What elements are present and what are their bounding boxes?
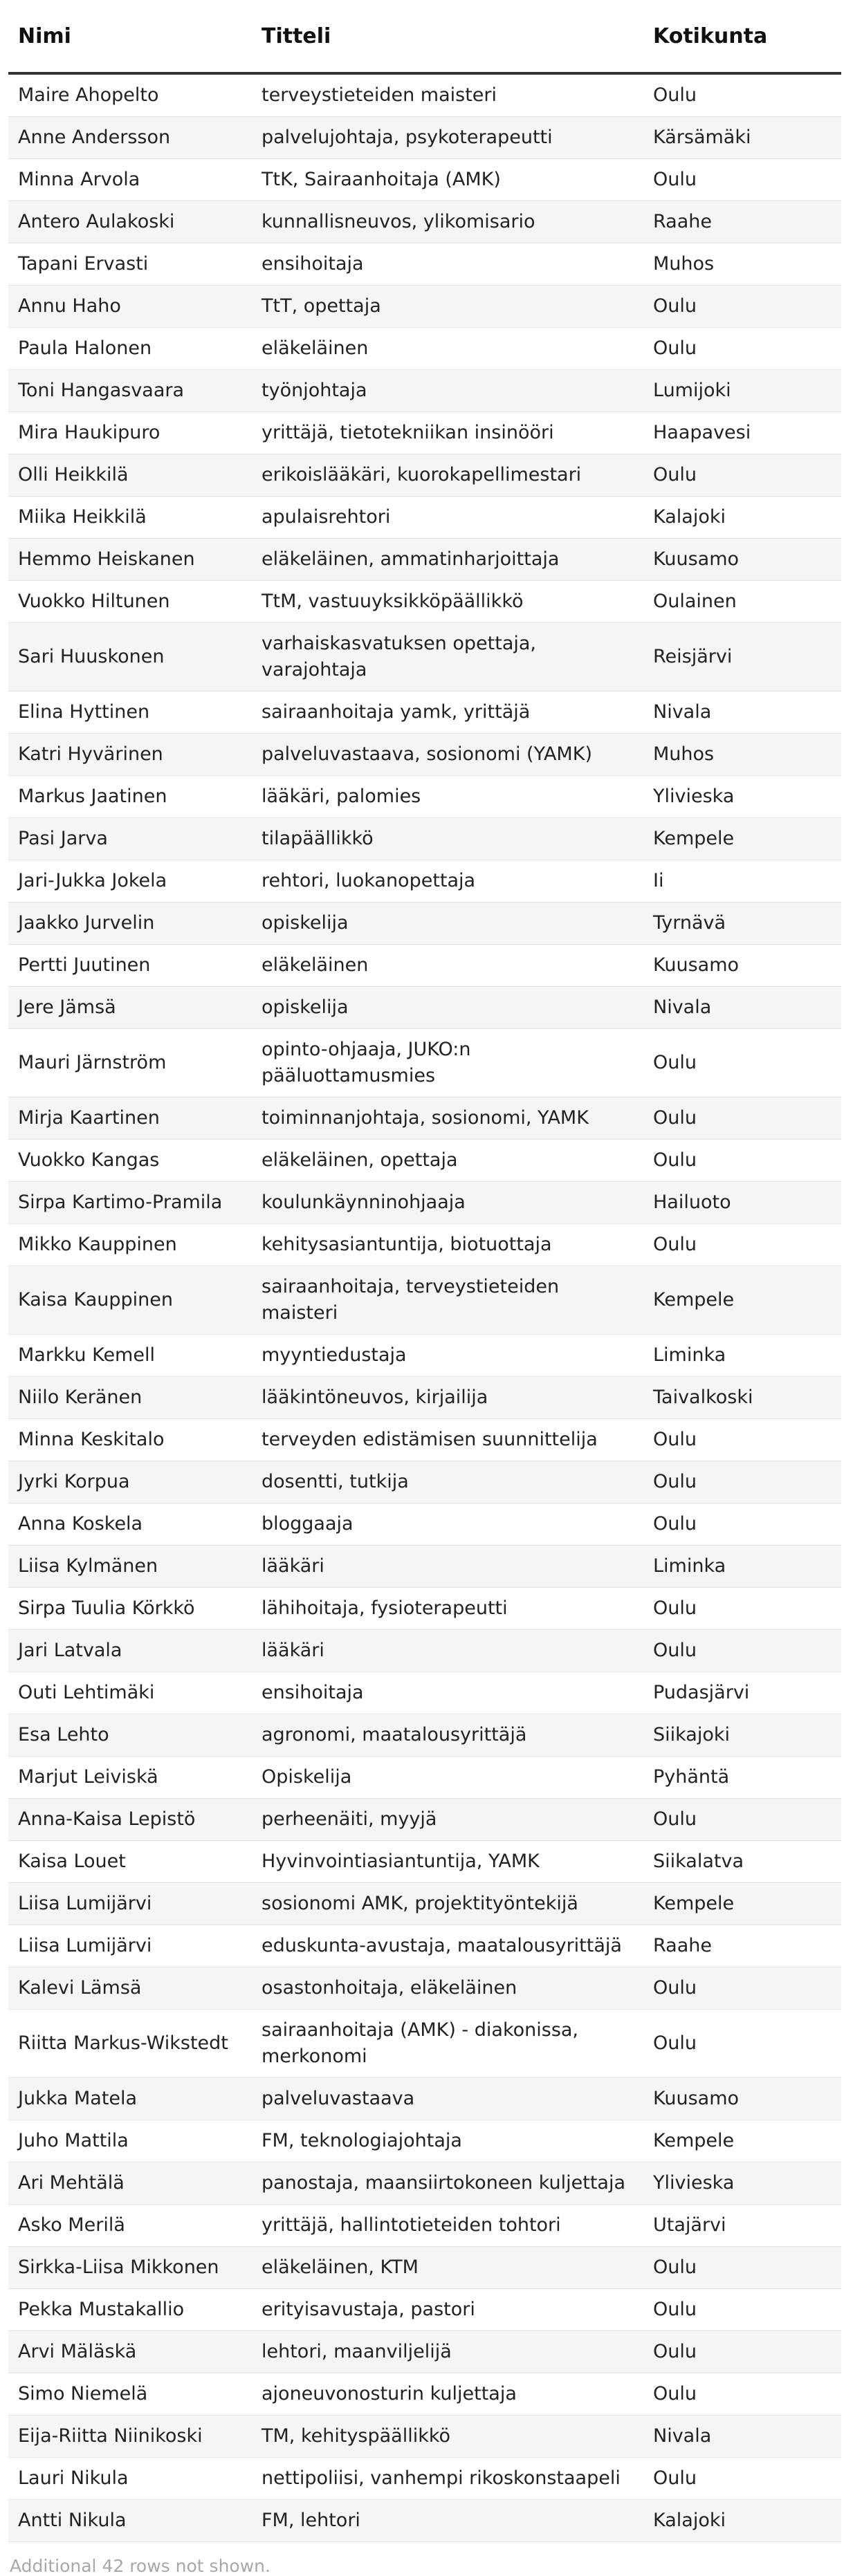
cell-municipality: Kärsämäki bbox=[643, 117, 841, 159]
cell-municipality: Kalajoki bbox=[643, 2500, 841, 2542]
cell-municipality: Ylivieska bbox=[643, 2162, 841, 2205]
cell-name: Jere Jämsä bbox=[8, 987, 252, 1029]
cell-title: eläkeläinen, opettaja bbox=[252, 1140, 643, 1182]
cell-title: opiskelija bbox=[252, 987, 643, 1029]
cell-municipality: Oulu bbox=[643, 1630, 841, 1672]
table-row bbox=[8, 945, 841, 987]
table-row bbox=[8, 454, 841, 497]
cell-name: Tapani Ervasti bbox=[8, 243, 252, 286]
cell-name: Liisa Lumijärvi bbox=[8, 1883, 252, 1925]
table-row bbox=[8, 1883, 841, 1925]
cell-name: Sari Huuskonen bbox=[8, 623, 252, 692]
table-row bbox=[8, 2162, 841, 2205]
cell-name: Jukka Matela bbox=[8, 2078, 252, 2120]
cell-name: Jari Latvala bbox=[8, 1630, 252, 1672]
cell-name: Mirja Kaartinen bbox=[8, 1097, 252, 1140]
table-row bbox=[8, 2010, 841, 2078]
cell-title: TtK, Sairaanhoitaja (AMK) bbox=[252, 159, 643, 201]
cell-municipality: Lumijoki bbox=[643, 370, 841, 412]
cell-name: Markus Jaatinen bbox=[8, 776, 252, 818]
cell-name: Vuokko Kangas bbox=[8, 1140, 252, 1182]
cell-name: Esa Lehto bbox=[8, 1714, 252, 1757]
cell-title: Opiskelija bbox=[252, 1757, 643, 1799]
cell-title: varhaiskasvatuksen opettaja, varajohtaja bbox=[252, 623, 643, 692]
cell-municipality: Kuusamo bbox=[643, 539, 841, 581]
cell-title: TtM, vastuuyksikköpäällikkö bbox=[252, 581, 643, 623]
table-row bbox=[8, 2247, 841, 2289]
cell-name: Simo Niemelä bbox=[8, 2373, 252, 2416]
cell-title: agronomi, maatalousyrittäjä bbox=[252, 1714, 643, 1757]
table-row bbox=[8, 1967, 841, 2010]
table-row bbox=[8, 1266, 841, 1335]
cell-title: lääkäri, palomies bbox=[252, 776, 643, 818]
cell-municipality: Nivala bbox=[643, 2416, 841, 2458]
table-row bbox=[8, 73, 841, 117]
cell-title: eläkeläinen bbox=[252, 945, 643, 987]
cell-title: kunnallisneuvos, ylikomisario bbox=[252, 201, 643, 243]
cell-municipality: Oulu bbox=[643, 1461, 841, 1503]
cell-name: Olli Heikkilä bbox=[8, 454, 252, 497]
table-row bbox=[8, 1546, 841, 1588]
table-row bbox=[8, 328, 841, 370]
cell-name: Paula Halonen bbox=[8, 328, 252, 370]
cell-title: Hyvinvointiasiantuntija, YAMK bbox=[252, 1841, 643, 1883]
cell-name: Miika Heikkilä bbox=[8, 497, 252, 539]
cell-name: Vuokko Hiltunen bbox=[8, 581, 252, 623]
table-row bbox=[8, 1461, 841, 1503]
table-row bbox=[8, 987, 841, 1029]
cell-municipality: Kalajoki bbox=[643, 497, 841, 539]
cell-municipality: Oulu bbox=[643, 1967, 841, 2010]
cell-municipality: Reisjärvi bbox=[643, 623, 841, 692]
cell-municipality: Kempele bbox=[643, 818, 841, 860]
cell-municipality: Oulainen bbox=[643, 581, 841, 623]
table-row bbox=[8, 1335, 841, 1377]
cell-municipality: Pyhäntä bbox=[643, 1757, 841, 1799]
cell-title: bloggaaja bbox=[252, 1503, 643, 1546]
cell-title: erikoislääkäri, kuorokapellimestari bbox=[252, 454, 643, 497]
table-row bbox=[8, 370, 841, 412]
cell-title: FM, teknologiajohtaja bbox=[252, 2120, 643, 2162]
table-row bbox=[8, 243, 841, 286]
cell-municipality: Oulu bbox=[643, 1140, 841, 1182]
cell-municipality: Oulu bbox=[643, 2373, 841, 2416]
table-row bbox=[8, 1925, 841, 1967]
table-row bbox=[8, 1419, 841, 1461]
table-row bbox=[8, 776, 841, 818]
cell-title: osastonhoitaja, eläkeläinen bbox=[252, 1967, 643, 2010]
table-row bbox=[8, 692, 841, 734]
cell-municipality: Oulu bbox=[643, 1503, 841, 1546]
cell-name: Jyrki Korpua bbox=[8, 1461, 252, 1503]
cell-title: yrittäjä, tietotekniikan insinööri bbox=[252, 412, 643, 454]
table-row bbox=[8, 2078, 841, 2120]
cell-municipality: Kempele bbox=[643, 2120, 841, 2162]
cell-municipality: Kempele bbox=[643, 1266, 841, 1335]
cell-municipality: Oulu bbox=[643, 1029, 841, 1097]
cell-title: lääkäri bbox=[252, 1546, 643, 1588]
cell-municipality: Raahe bbox=[643, 1925, 841, 1967]
cell-name: Sirpa Tuulia Körkkö bbox=[8, 1588, 252, 1630]
cell-title: palveluvastaava bbox=[252, 2078, 643, 2120]
table-row bbox=[8, 860, 841, 902]
cell-municipality: Kuusamo bbox=[643, 945, 841, 987]
cell-municipality: Siikajoki bbox=[643, 1714, 841, 1757]
cell-municipality: Ii bbox=[643, 860, 841, 902]
table-row bbox=[8, 734, 841, 776]
cell-title: rehtori, luokanopettaja bbox=[252, 860, 643, 902]
table-row bbox=[8, 1630, 841, 1672]
table-row bbox=[8, 412, 841, 454]
cell-municipality: Oulu bbox=[643, 2289, 841, 2331]
cell-municipality: Liminka bbox=[643, 1546, 841, 1588]
cell-name: Mikko Kauppinen bbox=[8, 1224, 252, 1266]
cell-name: Niilo Keränen bbox=[8, 1377, 252, 1419]
cell-municipality: Ylivieska bbox=[643, 776, 841, 818]
header-title[interactable]: Titteli bbox=[252, 0, 643, 73]
table-row bbox=[8, 2205, 841, 2247]
cell-name: Sirkka-Liisa Mikkonen bbox=[8, 2247, 252, 2289]
table-row bbox=[8, 1224, 841, 1266]
table-row bbox=[8, 623, 841, 692]
cell-name: Jari-Jukka Jokela bbox=[8, 860, 252, 902]
cell-municipality: Muhos bbox=[643, 243, 841, 286]
table-row bbox=[8, 1182, 841, 1224]
cell-name: Minna Keskitalo bbox=[8, 1419, 252, 1461]
cell-municipality: Oulu bbox=[643, 1419, 841, 1461]
table-row bbox=[8, 2500, 841, 2542]
cell-municipality: Kempele bbox=[643, 1883, 841, 1925]
table-row bbox=[8, 117, 841, 159]
cell-title: sairaanhoitaja, terveystieteiden maisteri bbox=[252, 1266, 643, 1335]
cell-title: myyntiedustaja bbox=[252, 1335, 643, 1377]
cell-municipality: Hailuoto bbox=[643, 1182, 841, 1224]
cell-municipality: Siikalatva bbox=[643, 1841, 841, 1883]
cell-name: Anna-Kaisa Lepistö bbox=[8, 1799, 252, 1841]
cell-title: opiskelija bbox=[252, 902, 643, 945]
table-row bbox=[8, 1377, 841, 1419]
table-row bbox=[8, 497, 841, 539]
cell-title: yrittäjä, hallintotieteiden tohtori bbox=[252, 2205, 643, 2247]
cell-name: Antero Aulakoski bbox=[8, 201, 252, 243]
table-row bbox=[8, 1799, 841, 1841]
table-row bbox=[8, 159, 841, 201]
table-row bbox=[8, 1672, 841, 1714]
cell-name: Kalevi Lämsä bbox=[8, 1967, 252, 2010]
cell-title: lähihoitaja, fysioterapeutti bbox=[252, 1588, 643, 1630]
cell-municipality: Pudasjärvi bbox=[643, 1672, 841, 1714]
cell-name: Asko Merilä bbox=[8, 2205, 252, 2247]
cell-title: sairaanhoitaja yamk, yrittäjä bbox=[252, 692, 643, 734]
cell-title: apulaisrehtori bbox=[252, 497, 643, 539]
cell-municipality: Liminka bbox=[643, 1335, 841, 1377]
cell-municipality: Muhos bbox=[643, 734, 841, 776]
cell-municipality: Nivala bbox=[643, 987, 841, 1029]
cell-municipality: Taivalkoski bbox=[643, 1377, 841, 1419]
table-row bbox=[8, 2458, 841, 2500]
rows-not-shown-note: Additional 42 rows not shown. bbox=[10, 2556, 270, 2576]
table-row bbox=[8, 1029, 841, 1097]
cell-name: Riitta Markus-Wikstedt bbox=[8, 2010, 252, 2078]
cell-municipality: Kuusamo bbox=[643, 2078, 841, 2120]
cell-title: tilapäällikkö bbox=[252, 818, 643, 860]
table-row bbox=[8, 539, 841, 581]
cell-municipality: Oulu bbox=[643, 159, 841, 201]
cell-title: toiminnanjohtaja, sosionomi, YAMK bbox=[252, 1097, 643, 1140]
cell-title: palvelujohtaja, psykoterapeutti bbox=[252, 117, 643, 159]
table-row bbox=[8, 1588, 841, 1630]
cell-title: eläkeläinen, KTM bbox=[252, 2247, 643, 2289]
cell-name: Outi Lehtimäki bbox=[8, 1672, 252, 1714]
cell-name: Maire Ahopelto bbox=[8, 73, 252, 117]
cell-municipality: Oulu bbox=[643, 454, 841, 497]
table-row bbox=[8, 2331, 841, 2373]
cell-title: ensihoitaja bbox=[252, 1672, 643, 1714]
cell-municipality: Nivala bbox=[643, 692, 841, 734]
cell-name: Toni Hangasvaara bbox=[8, 370, 252, 412]
cell-title: perheenäiti, myyjä bbox=[252, 1799, 643, 1841]
table-row bbox=[8, 1097, 841, 1140]
cell-name: Pekka Mustakallio bbox=[8, 2289, 252, 2331]
cell-name: Liisa Kylmänen bbox=[8, 1546, 252, 1588]
cell-title: lehtori, maanviljelijä bbox=[252, 2331, 643, 2373]
cell-title: eläkeläinen bbox=[252, 328, 643, 370]
cell-title: FM, lehtori bbox=[252, 2500, 643, 2542]
table-row bbox=[8, 1841, 841, 1883]
cell-title: palveluvastaava, sosionomi (YAMK) bbox=[252, 734, 643, 776]
table-row bbox=[8, 902, 841, 945]
cell-name: Hemmo Heiskanen bbox=[8, 539, 252, 581]
table-row bbox=[8, 2373, 841, 2416]
cell-municipality: Oulu bbox=[643, 2247, 841, 2289]
cell-title: nettipoliisi, vanhempi rikoskonstaapeli bbox=[252, 2458, 643, 2500]
table-row bbox=[8, 818, 841, 860]
cell-title: lääkintöneuvos, kirjailija bbox=[252, 1377, 643, 1419]
table-header bbox=[8, 0, 841, 73]
cell-municipality: Utajärvi bbox=[643, 2205, 841, 2247]
cell-name: Annu Haho bbox=[8, 286, 252, 328]
table-row bbox=[8, 2416, 841, 2458]
table-row bbox=[8, 201, 841, 243]
table-row bbox=[8, 286, 841, 328]
cell-title: TM, kehityspäällikkö bbox=[252, 2416, 643, 2458]
cell-municipality: Oulu bbox=[643, 1097, 841, 1140]
cell-title: opinto-ohjaaja, JUKO:n pääluottamusmies bbox=[252, 1029, 643, 1097]
cell-municipality: Haapavesi bbox=[643, 412, 841, 454]
cell-municipality: Oulu bbox=[643, 2331, 841, 2373]
table-row bbox=[8, 581, 841, 623]
cell-municipality: Oulu bbox=[643, 2458, 841, 2500]
table-body bbox=[8, 73, 841, 2542]
cell-municipality: Raahe bbox=[643, 201, 841, 243]
cell-name: Eija-Riitta Niinikoski bbox=[8, 2416, 252, 2458]
cell-name: Liisa Lumijärvi bbox=[8, 1925, 252, 1967]
cell-name: Katri Hyvärinen bbox=[8, 734, 252, 776]
cell-title: TtT, opettaja bbox=[252, 286, 643, 328]
cell-title: työnjohtaja bbox=[252, 370, 643, 412]
cell-title: dosentti, tutkija bbox=[252, 1461, 643, 1503]
header-municipality[interactable]: Kotikunta bbox=[643, 0, 841, 73]
cell-name: Jaakko Jurvelin bbox=[8, 902, 252, 945]
cell-title: panostaja, maansiirtokoneen kuljettaja bbox=[252, 2162, 643, 2205]
cell-title: sairaanhoitaja (AMK) - diakonissa, merkonomi bbox=[252, 2010, 643, 2078]
cell-title: erityisavustaja, pastori bbox=[252, 2289, 643, 2331]
cell-municipality: Oulu bbox=[643, 2010, 841, 2078]
cell-title: ensihoitaja bbox=[252, 243, 643, 286]
header-name[interactable]: Nimi bbox=[8, 0, 252, 73]
cell-name: Pertti Juutinen bbox=[8, 945, 252, 987]
table-row bbox=[8, 1140, 841, 1182]
cell-name: Lauri Nikula bbox=[8, 2458, 252, 2500]
cell-title: kehitysasiantuntija, biotuottaja bbox=[252, 1224, 643, 1266]
cell-name: Juho Mattila bbox=[8, 2120, 252, 2162]
header-row bbox=[8, 0, 841, 73]
cell-name: Sirpa Kartimo-Pramila bbox=[8, 1182, 252, 1224]
table-row bbox=[8, 1503, 841, 1546]
cell-name: Mauri Järnström bbox=[8, 1029, 252, 1097]
cell-title: koulunkäynninohjaaja bbox=[252, 1182, 643, 1224]
cell-name: Kaisa Kauppinen bbox=[8, 1266, 252, 1335]
cell-name: Kaisa Louet bbox=[8, 1841, 252, 1883]
cell-name: Ari Mehtälä bbox=[8, 2162, 252, 2205]
cell-title: ajoneuvonosturin kuljettaja bbox=[252, 2373, 643, 2416]
cell-name: Pasi Jarva bbox=[8, 818, 252, 860]
cell-name: Markku Kemell bbox=[8, 1335, 252, 1377]
cell-title: lääkäri bbox=[252, 1630, 643, 1672]
cell-title: eduskunta-avustaja, maatalousyrittäjä bbox=[252, 1925, 643, 1967]
cell-municipality: Oulu bbox=[643, 73, 841, 117]
cell-name: Elina Hyttinen bbox=[8, 692, 252, 734]
table-row bbox=[8, 2120, 841, 2162]
candidate-table bbox=[8, 0, 841, 2542]
cell-municipality: Tyrnävä bbox=[643, 902, 841, 945]
cell-name: Anna Koskela bbox=[8, 1503, 252, 1546]
cell-title: eläkeläinen, ammatinharjoittaja bbox=[252, 539, 643, 581]
cell-name: Mira Haukipuro bbox=[8, 412, 252, 454]
cell-municipality: Oulu bbox=[643, 1224, 841, 1266]
cell-municipality: Oulu bbox=[643, 1588, 841, 1630]
cell-title: terveystieteiden maisteri bbox=[252, 73, 643, 117]
table-row bbox=[8, 1757, 841, 1799]
cell-municipality: Oulu bbox=[643, 328, 841, 370]
cell-name: Antti Nikula bbox=[8, 2500, 252, 2542]
cell-title: sosionomi AMK, projektityöntekijä bbox=[252, 1883, 643, 1925]
cell-municipality: Oulu bbox=[643, 1799, 841, 1841]
cell-title: terveyden edistämisen suunnittelija bbox=[252, 1419, 643, 1461]
cell-name: Anne Andersson bbox=[8, 117, 252, 159]
table-row bbox=[8, 2289, 841, 2331]
table-row bbox=[8, 1714, 841, 1757]
cell-name: Arvi Mäläskä bbox=[8, 2331, 252, 2373]
cell-municipality: Oulu bbox=[643, 286, 841, 328]
cell-name: Minna Arvola bbox=[8, 159, 252, 201]
cell-name: Marjut Leiviskä bbox=[8, 1757, 252, 1799]
